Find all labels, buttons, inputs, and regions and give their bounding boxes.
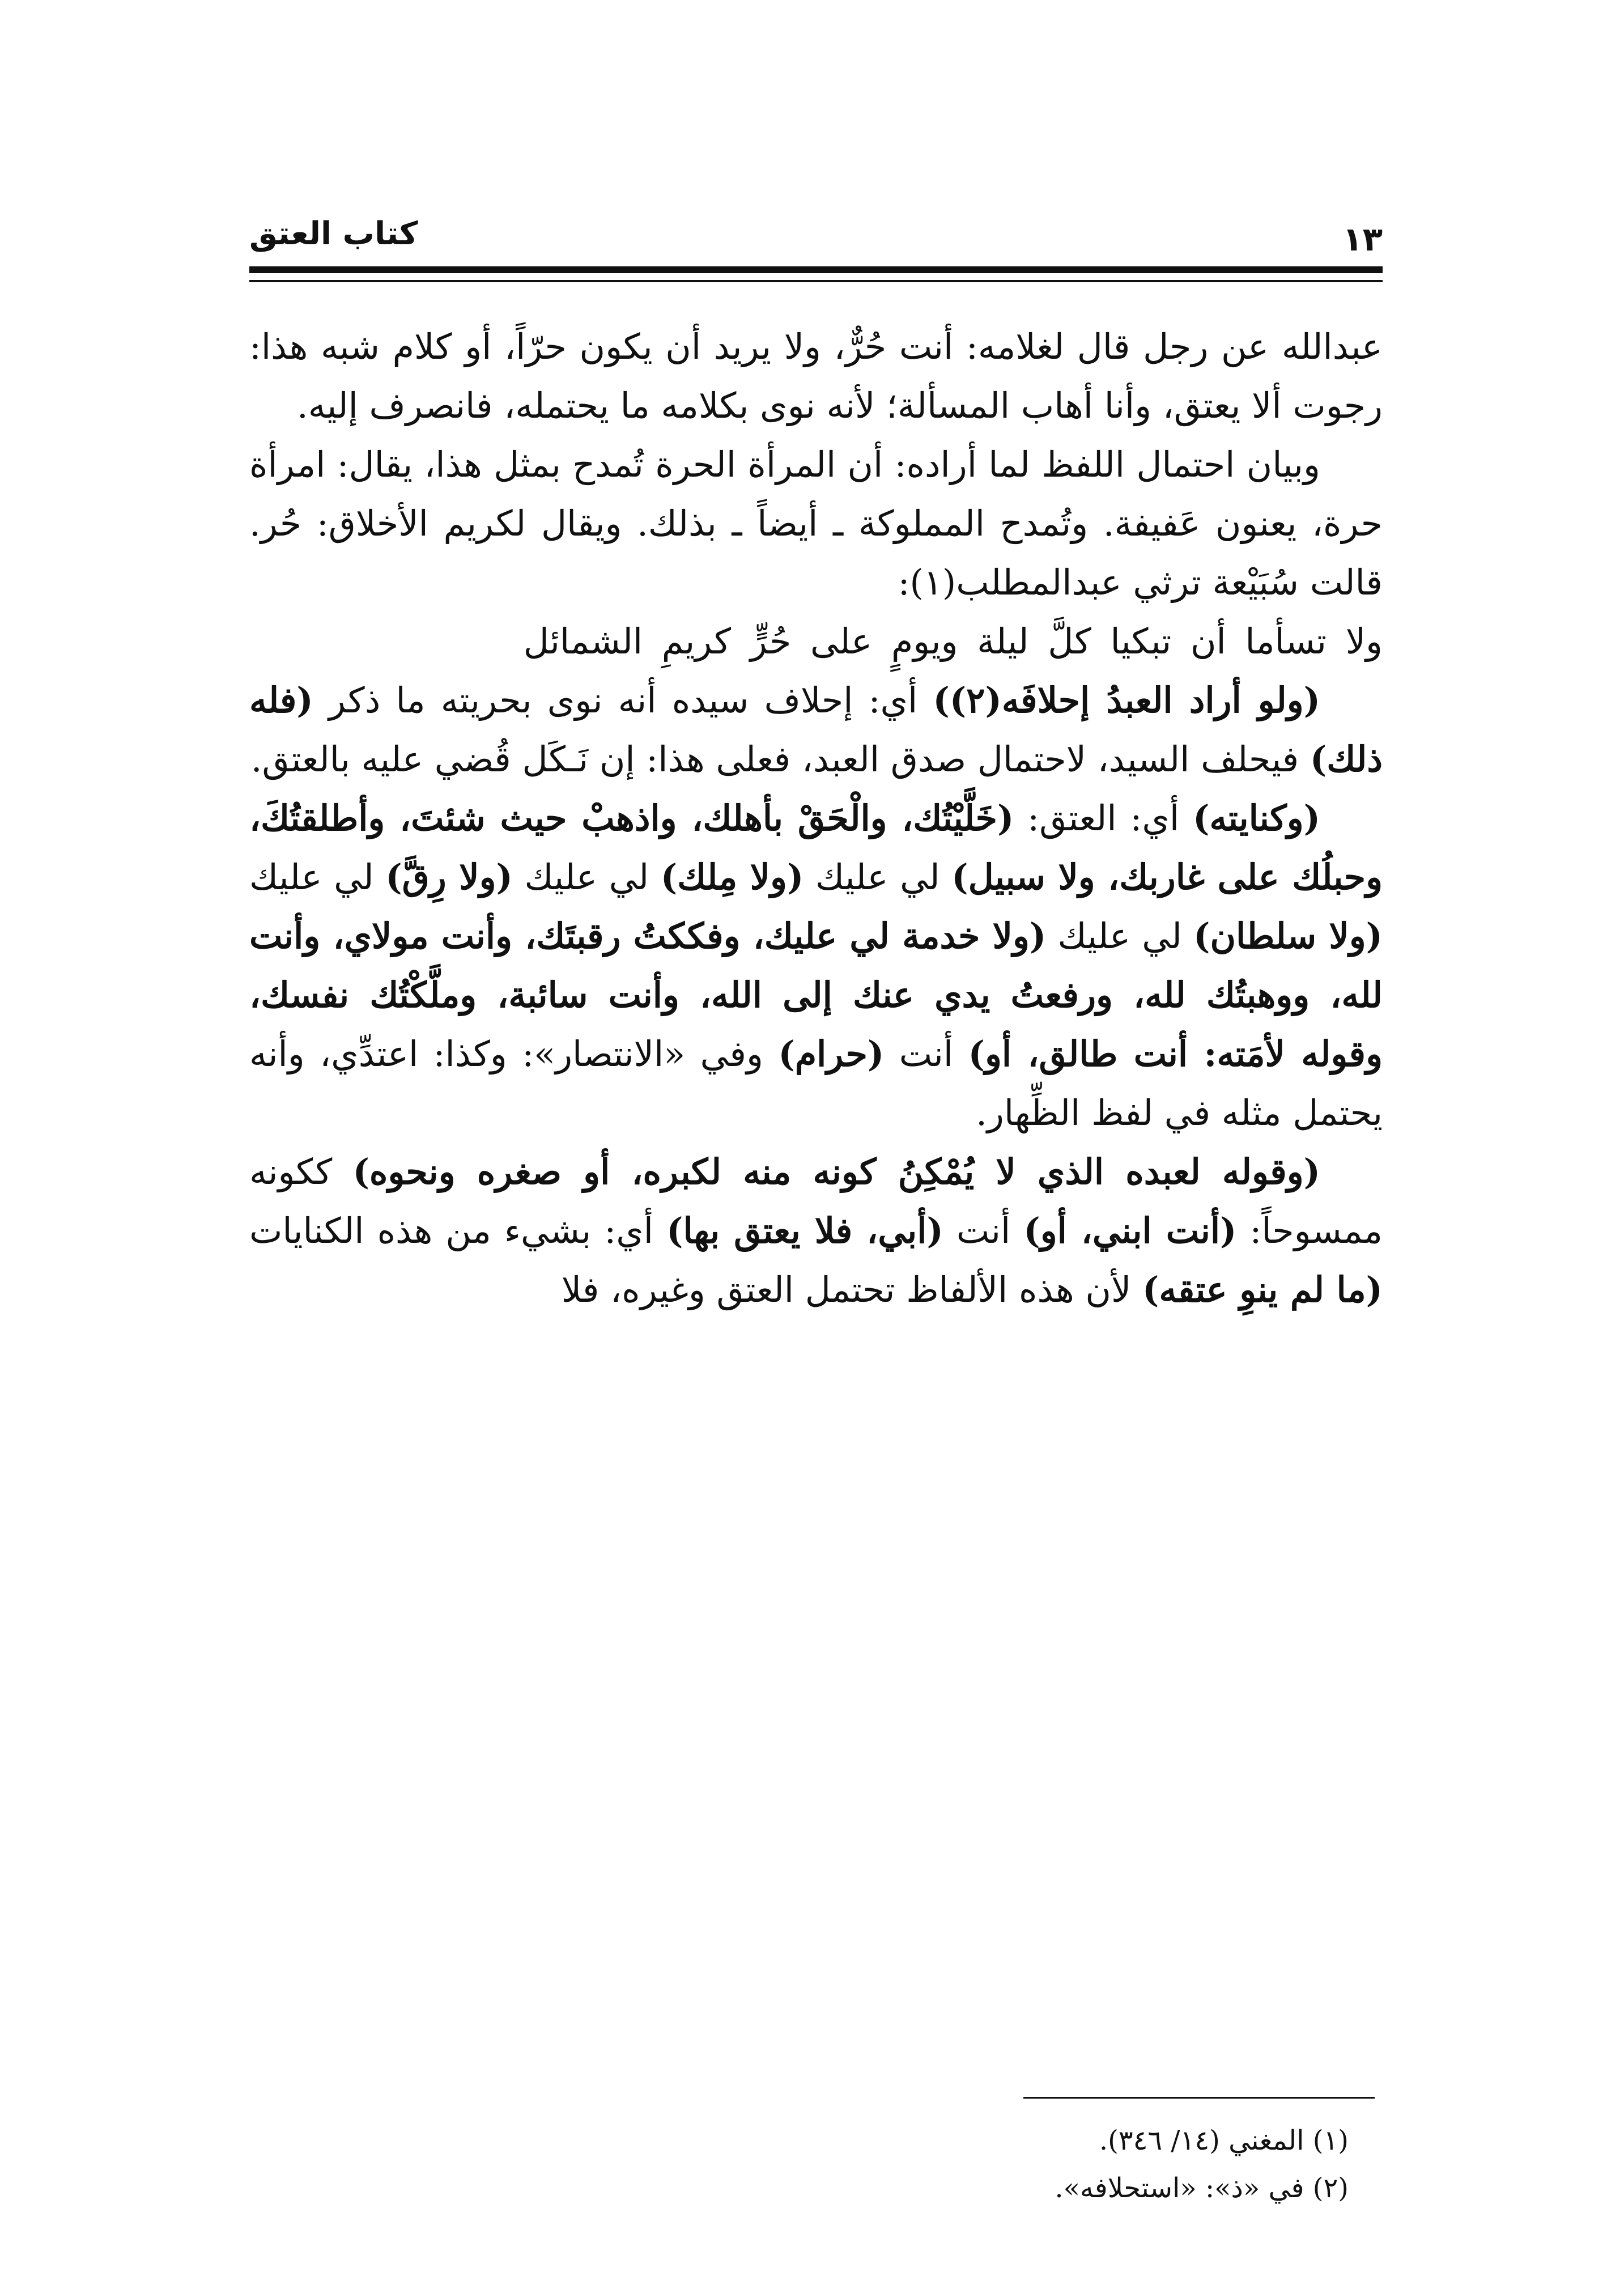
matn-text: (حرام) <box>778 1033 885 1075</box>
sharh-text: أنت <box>884 1033 968 1075</box>
sharh-text: وفي «الانتصار»: وكذا: اعتدِّي، وأنه يحتمل مثله في لفظ الظِّهار. <box>249 1033 1383 1133</box>
matn-text: (أبي، فلا يعتق بها) <box>666 1210 943 1251</box>
matn-text: (خَلَّيْتُك، والْحَقْ بأهلك، واذهبْ حيث شئتَ، وأطلقتُكَ، وحبلُك على غاربك، ولا سبيل) <box>249 797 1383 898</box>
sharh-text: لي عليك <box>1046 915 1194 957</box>
sharh-text: لأن هذه الألفاظ تحتمل العتق وغيره، فلا <box>561 1269 1143 1310</box>
matn-text: (فله ذلك) <box>249 680 1383 780</box>
paragraph-2: وبيان احتمال اللفظ لما أراده: أن المرأة الحرة تُمدح بمثل هذا، يقال: امرأة حرة، يعنون عَفيفة. وتُمدح المملوكة ـ أيضاً ـ بذلك. ويقال لكريم الأخلاق: حُر. قالت سُبَيْعة ترثي عبدالمطلب(١): <box>249 444 1383 603</box>
sharh-text: أي: إحلاف سيده أنه نوى بحريته ما ذكر <box>313 680 933 721</box>
sharh-text: أي: العتق: <box>1014 797 1193 839</box>
footnotes <box>249 2117 1383 2212</box>
matn-text: (ولا مِلك) <box>660 856 804 898</box>
header-rule-thick <box>249 266 1383 273</box>
matn-text: (وقوله لعبده الذي لا يُمْكِنُ كونه منه لكبره، أو صغره ونحوه) <box>352 1151 1320 1192</box>
matn-text: (ما لم ينوِ عتقه) <box>1142 1269 1383 1310</box>
running-header <box>249 215 1383 261</box>
sharh-text: لي عليك <box>512 856 661 898</box>
footnote-1: (١) المغني (١٤/ ٣٤٦). <box>1099 2125 1349 2156</box>
footnote-separator <box>1023 2097 1375 2099</box>
matn-text: (ولا رِقَّ) <box>385 856 513 898</box>
main-text <box>249 317 1383 1319</box>
paragraph-5 <box>249 1143 1383 1319</box>
poetry-verse: ولا تسأما أن تبكيا كلَّ ليلة ويومٍ على حُرٍّ كريمِ الشمائل <box>523 621 1383 662</box>
matn-text: (ولو أراد العبدُ إحلافَه(٢)) <box>933 680 1320 721</box>
book-title: كتاب العتق <box>249 215 418 252</box>
sharh-text: لي عليك <box>249 856 386 898</box>
sharh-text: فيحلف السيد، لاحتمال صدق العبد، فعلى هذا: إن نَـكَل قُضي عليه بالعتق. <box>250 738 1310 780</box>
sharh-text: أي: بشيء من هذه الكنايات <box>249 1210 667 1251</box>
matn-text: (ولا خدمة لي عليك، وفككتُ رقبتَك، وأنت مولاي، وأنت لله، ووهبتُك لله، ورفعتُ يدي عنك إلى الله، وأنت سائبة، وملَّكْتُك نفسك، وقوله لأمَته: أنت طالق، أو) <box>249 915 1383 1075</box>
page-number: ١٣ <box>1342 220 1383 258</box>
matn-text: (ولا سلطان) <box>1193 915 1383 957</box>
footnote-2: (٢) في «ذ»: «استحلافه». <box>1055 2172 1349 2204</box>
paragraph-3 <box>249 671 1383 789</box>
paragraph-4 <box>249 789 1383 1143</box>
sharh-text: أنت <box>943 1210 1024 1251</box>
paragraph-1: عبدالله عن رجل قال لغلامه: أنت حُرٌّ، ولا يريد أن يكون حرّاً، أو كلام شبه هذا: رجوت ألا يعتق، وأنا أهاب المسألة؛ لأنه نوى بكلامه ما يحتمله، فانصرف إليه. <box>249 326 1383 426</box>
header-rule-thin <box>249 280 1383 282</box>
matn-text: (أنت ابني، أو) <box>1023 1210 1237 1251</box>
sharh-text: ككونه ممسوحاً: <box>249 1151 1383 1251</box>
sharh-text: لي عليك <box>804 856 952 898</box>
matn-text: (وكنايته) <box>1193 797 1320 839</box>
